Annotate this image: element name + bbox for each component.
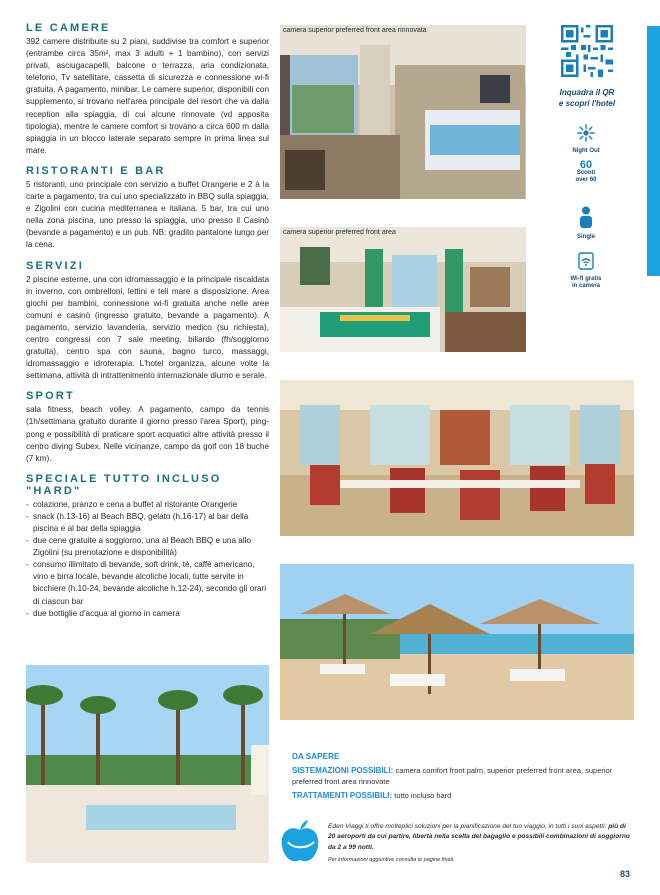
list-item: - due bottiglie d'acqua al giorno in camera — [26, 608, 269, 620]
section-text: sala fitness, beach volley. A pagamento, campo da tennis (1h/settimana gratuito durante il giorno presso l'area Sport), ping-pong e possibilità di praticare sport acquatici altre attività presso il centro diving Subex. Nelle vicinanze, campo da golf con 18 buche (7 km). — [26, 405, 269, 463]
trattamenti-line — [292, 790, 632, 801]
room-photo-renovated — [280, 25, 526, 199]
section-ristoranti — [26, 165, 269, 252]
section-title: SPECIALE TUTTO INCLUSO "HARD" — [26, 472, 222, 497]
badge-night-out — [564, 124, 608, 155]
badge-sconti-over-60 — [564, 159, 608, 184]
list-item: - snack (h.13-16) al Beach BBQ, gelato (h.16-17) al bar della piscina e al bar della spiaggia — [26, 511, 269, 535]
sistemazioni-line — [292, 765, 632, 787]
badge-single — [564, 206, 608, 241]
badge-label: Wi-fi gratis — [570, 276, 602, 282]
eden-note: Per informazioni aggiuntive consulta le pagine finali. — [328, 857, 455, 863]
section-title: SPORT — [26, 390, 75, 403]
room-photo-front-area — [280, 227, 526, 352]
qr-call-to-action — [551, 87, 623, 109]
trattamenti-label: TRATTAMENTI POSSIBILI: — [292, 791, 393, 800]
night-out-icon — [564, 124, 608, 145]
qr-cta-line: e scopri l'hotel — [558, 99, 616, 108]
eden-text-highlight: più di 20 aeroporti da cui partire, libertà nella scelta del bagaglio e possibili combinazioni di soggiorno da 2 a 99 notti. — [328, 823, 630, 851]
list-item: - due cene gratuite a soggiorno, una al Beach BBQ e una allo Zigolini (su prenotazione e disponibilità) — [26, 535, 269, 559]
qr-code[interactable] — [561, 25, 613, 77]
badge-label: Sconti — [576, 170, 596, 176]
badge-label: Single — [576, 234, 595, 240]
sistemazioni-label: SISTEMAZIONI POSSIBILI: — [292, 766, 394, 775]
qr-cta-line: Inquadra il QR — [559, 88, 615, 97]
sistemazioni-value: camera comfort front palm, superior preferred front area, superior preferred front area rinnovate — [292, 766, 613, 786]
trattamenti-value: tutto incluso hard — [394, 791, 452, 800]
section-text: 2 piscine esterne, una con idromassaggio e la principale riscaldata in inverno, con ombrelloni, lettini e teli mare a disposizione. Area giochi per bambini, connessione wi-fi gratuita anche nelle aree comuni e casinò (ingresso gratuito, bevande a pagamento). A pagamento, servizio lavanderia, servizio medico (su richiesta), centro congressi con 7 sale meeting, biliardo (fh/soggiorno gratuita), centro spa con sauna, bagno turco, massaggi, idromassaggio e idroterapia. L'hotel organizza, alcune volte la settimana, attività di intrattenimento internazionale diurno e serale. — [26, 274, 269, 381]
section-text: 5 ristoranti, uno principale con servizio a buffet Orangerie e 2 à la carte a pagamento, tra cui uno specializzato in BBQ sulla spiaggia, e Zigolini con cucina mediterranea e italiana. 5 bar, tra cui uno nella zona piscina, uno presso la spiaggia, uno presso il Casinò (bevande a pagamento) e un pub. NB: gradito pantalone lungo per la cena. — [26, 179, 269, 250]
da-sapere-heading: DA SAPERE — [292, 752, 340, 761]
section-title: RISTORANTI E BAR — [26, 164, 166, 177]
pool-photo — [26, 665, 269, 863]
beach-photo — [280, 564, 634, 720]
badge-label: in camera — [571, 283, 601, 289]
section-camere — [26, 22, 269, 157]
photo-caption: camera superior preferred front area rinnovata — [283, 27, 427, 34]
section-servizi — [26, 260, 269, 383]
speciale-list — [26, 499, 269, 620]
list-item: - colazione, pranzo e cena a buffet al ristorante Orangerie — [26, 499, 269, 511]
list-item: - consumo illimitato di bevande, soft drink, tè, caffè americano, vino e birra locale, bevande alcoliche locali, tutte servite in bicchiere (h.10-24, bevande alcoliche h.12-24), secondo gli orari di ciascun bar — [26, 559, 269, 607]
single-icon — [564, 206, 608, 231]
da-sapere-box — [292, 752, 632, 801]
section-title: LE CAMERE — [26, 22, 111, 34]
badge-wifi — [564, 252, 608, 290]
eden-info-text — [328, 822, 634, 853]
photo-caption: camera superior preferred front area — [283, 229, 396, 236]
restaurant-photo — [280, 380, 634, 536]
section-speciale — [26, 473, 269, 620]
badge-label: Night Out — [572, 148, 600, 154]
eden-text-intro: Eden Viaggi ti offre molteplici soluzioni per la pianificazione del tuo viaggio, in tutti i suoi aspetti: — [328, 823, 609, 830]
side-tab — [647, 26, 660, 276]
wifi-icon — [564, 252, 608, 273]
page-number: 83 — [620, 869, 631, 879]
section-text: 392 camere distribuite su 2 piani, suddivise tra comfort e superior (entrambe circa 35m², max 3 adulti + 1 bambino), con servizi privati, asciugacapelli, balcone o terrazza, aria condizionata, telefono, Tv satellitare, cassetta di sicurezza e connessione wi-fi gratuita. A pagamento, minibar. Le camere superior, disponibili con supplemento, si trovano nell'area principale del resort che va dalla reception alla spiaggia, di cui alcune rinnovate (vd apposita tipologia), mentre le camere comfort si trovano a circa 600 m dalla spiaggia in un blocco laterale separato sempre in prima linea sul mare. — [26, 37, 269, 155]
eden-apple-logo — [280, 818, 320, 866]
section-title: SERVIZI — [26, 259, 84, 272]
text-column — [26, 22, 269, 620]
sconti-over-60-icon: 60 — [579, 159, 593, 171]
section-sport — [26, 390, 269, 464]
badge-label: over 60 — [575, 177, 597, 183]
